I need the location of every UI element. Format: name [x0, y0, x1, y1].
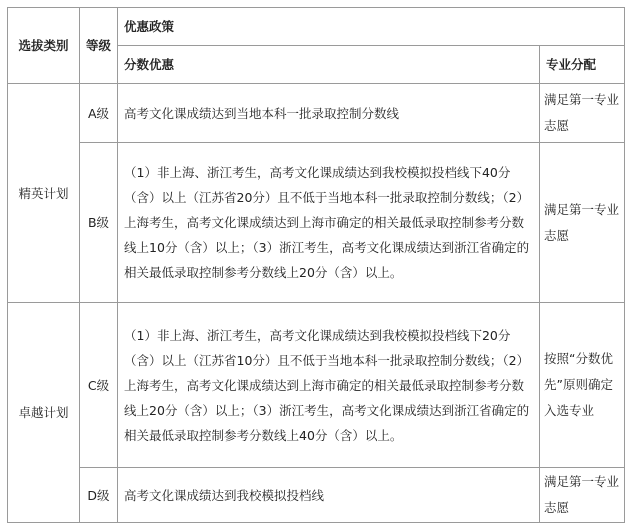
level-cell: D级: [80, 468, 118, 523]
table-row: [8, 303, 625, 468]
header-policy: 优惠政策: [118, 8, 625, 46]
level-cell: C级: [80, 303, 118, 468]
table-row: [8, 468, 625, 523]
level-cell: B级: [80, 143, 118, 303]
header-score-bonus: 分数优惠: [118, 46, 540, 84]
major-allocation-cell: 按照“分数优先”原则确定入选专业: [540, 303, 625, 468]
table-row: [8, 143, 625, 303]
major-allocation-cell: 满足第一专业志愿: [540, 143, 625, 303]
score-bonus-cell: （1）非上海、浙江考生，高考文化课成绩达到我校模拟投档线下20分（含）以上（江苏省10分）且不低于当地本科一批录取控制分数线；（2）上海考生，高考文化课成绩达到上海市确定的相关最低录取控制参考分数线上20分（含）以上；（3）浙江考生，高考文化课成绩达到浙江省确定的相关最低录取控制参考分数线上40分（含）以上。: [118, 303, 540, 468]
header-level: 等级: [80, 8, 118, 84]
major-allocation-cell: 满足第一专业志愿: [540, 84, 625, 143]
score-bonus-cell: 高考文化课成绩达到我校模拟投档线: [118, 468, 540, 523]
score-bonus-cell: 高考文化课成绩达到当地本科一批录取控制分数线: [118, 84, 540, 143]
table-header-row: [8, 8, 625, 46]
admission-policy-table: [7, 7, 625, 523]
major-allocation-cell: 满足第一专业志愿: [540, 468, 625, 523]
score-bonus-cell: （1）非上海、浙江考生，高考文化课成绩达到我校模拟投档线下40分（含）以上（江苏省20分）且不低于当地本科一批录取控制分数线；（2）上海考生，高考文化课成绩达到上海市确定的相关最低录取控制参考分数线上10分（含）以上；（3）浙江考生，高考文化课成绩达到浙江省确定的相关最低录取控制参考分数线上20分（含）以上。: [118, 143, 540, 303]
header-category: 选拔类别: [8, 8, 80, 84]
header-major-allocation: 专业分配: [540, 46, 625, 84]
level-cell: A级: [80, 84, 118, 143]
table-row: [8, 84, 625, 143]
category-cell: 卓越计划: [8, 303, 80, 523]
category-cell: 精英计划: [8, 84, 80, 303]
